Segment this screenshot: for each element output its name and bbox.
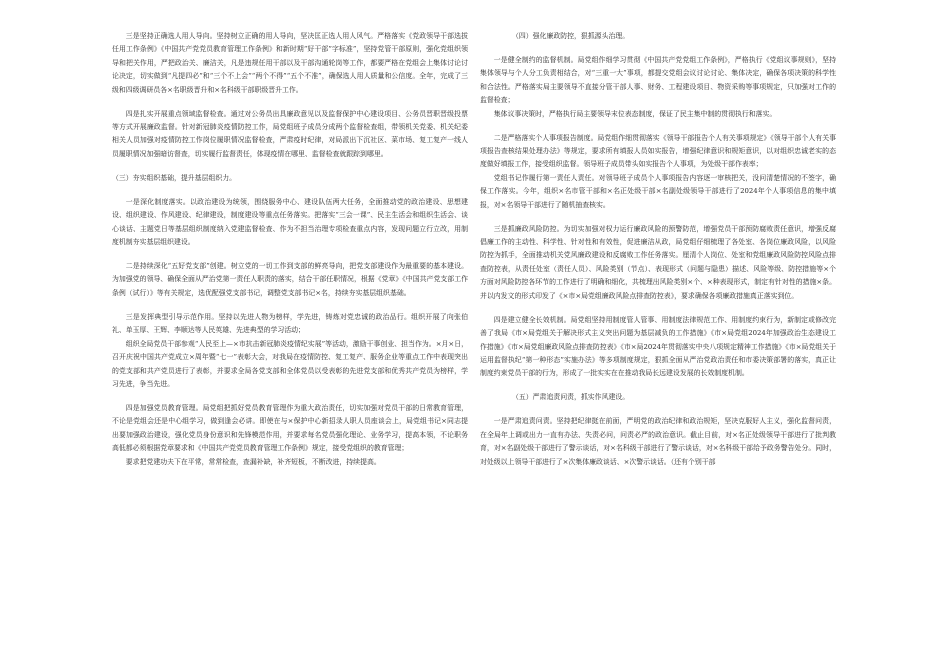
section-heading-organization-foundation: （三）夯实组织基础，提升基层组织力。	[112, 173, 237, 182]
left-column	[112, 30, 468, 480]
paragraph-model-guidance	[112, 311, 468, 391]
paragraph-line: 要求把党建功夫下在平常，常常检查，查漏补缺，补齐短板，不断改进，持续提高。	[125, 457, 381, 466]
paragraph-line: 党组书记作履行第一责任人责任。对领导班子成员个人事项报告内容逐一审核把关，没问清楚情况的不签字，确保工作落实。今年，组织×名市管干部和×名正处级干部×名副处级领导干部进行了2024年个人事项信息的集中填报，对×名领导干部进行了随机抽查核实。	[480, 173, 836, 209]
paragraph-member-education	[112, 402, 468, 469]
paragraph-system-implementation: 一是深化制度落实。以政治建设为统领，围绕服务中心、建设队伍两大任务，全面推动党的政治建设、思想建设、组织建设、作风建设、纪律建设，制度建设等重点任务落实。把落实“三会一课”、民主生活会和组织生活会、谈心谈话、主题党日等基层组织制度纳入党建监督检查、作为不担当治理专项检查重点内容，发现问题立行立改，用制度机制夯实基层组织建设。	[112, 197, 468, 247]
paragraph-line: 二是严格落实个人事项报告制度。局党组作细贯彻落实《领导干部报告个人有关事项规定》《领导干部个人有关事项报告查核结果处理办法》等规定，要求所有填报人员如实报告，增强纪律意识和规矩意识，以对组织忠诚老实的态度做好填报工作，接受组织监督。领导班子成员带头如实报告个人事项，为处级干部作表率；	[480, 133, 836, 169]
paragraph-long-term-mechanism: 四是建立健全长效机制。局党组坚持用制度管人管事、用制度法律规范工作、用制度约束行为，新制定或修改完善了我局《市×局党组关于解决形式主义突出问题为基层减负的工作措施》《市×局党组2024年加强政治生态建设工作措施》《市×局党组廉政风险点排查防控表》《市×局2024年贯彻落实中央八项规定精神工作措施》《市×局党组关于运用监督执纪“第一种形态”实施办法》等多项制度规定，狠抓全面从严治党政治责任和市委决策部署的落实，真正让制度约束党员干部的行为，形成了一批实实在在推动我局长远建设发展的长效制度机制。	[480, 315, 836, 378]
right-column	[480, 30, 836, 480]
paragraph-supervision-mechanism	[480, 54, 836, 121]
paragraph-line: 一是健全制约的监督机制。局党组作细学习贯彻《中国共产党党组工作条例》，严格执行《党组议事规则》，坚持集体领导与个人分工负责相结合，对“三重一大”事项，都提交党组会议讨论讨论、集体决定，确保各项决策的科学性和合法性。严格落实局主要领导不直接分管干部人事、财务、工程建设项目、物资采购等事项规定，只加强对工作的监督检查；	[480, 56, 836, 105]
paragraph-line: 三是发挥典型引导示范作用。坚持以先进人物为榜样，学先进，铸炼对党忠诚的政治品行。组织开展了向张伯礼、单玉厚、王辉、李顺达等人民英雄、先进典型的学习活动；	[112, 312, 468, 335]
paragraph-strict-accountability: 一是严肃追责问责。坚持把纪律挺在前面，严明党的政治纪律和政治规矩，坚决克服好人主义，强化监督问责，在全局年上调或出力一直有办法、失责必问，问责必严的政治意识。截止目前，对×名正处级领导干部进行了批判教育，对×名副处级干部进行了警示谈话，对×名科级干部进行了警示谈话，对×名科级干部给予政务警告处分。同时，对处级以上领导干部进行了×次集体廉政谈话、×次警示谈话。（还有个别干部	[480, 417, 836, 466]
section-heading-accountability: （五）严肃追责问责，抓实作风建设。	[512, 393, 630, 402]
paragraph-key-area-supervision: 四是扎实开展重点领域监督检查。通过对公务员出具廉政意见以及监督保护中心建设项目、公务员晋职晋级投票等方式开展廉政监督。针对新冠肺炎疫情防控工作，局党组班子成员分成两个监督检查组，带领机关党委、机关纪委相关人员加强对疫情防控工作岗位履职情况监督检查，严肃疫时纪律，对局派出下沉社区、菜市场、复工复产一线人员履职情况加强暗访督查，切实履行监督责任，体现疫情在哪里、监督检查就跟踪到哪里。	[112, 109, 468, 158]
paragraph-five-good-branch: 二是持续深化“五好党支部”创建。树立党的一切工作到支部的鲜亮导向，把党支部建设作为最重要的基本建设。为加强党的领导、确保全面从严治党第一责任人职责的落实，结合干部任职情况，根据《党章》《中国共产党支部工作条例（试行）》等有关规定，选优配强党支部书记，调整党支部书记×名，持续夯实基层组织基础。	[112, 262, 468, 297]
paragraph-line: 四是加强党员教育管理。局党组把抓好党员教育管理作为重大政治责任，切实加强对党员干部的日常教育管理，不论是党组会还是中心组学习，做到逢会必讲。即使在与×保护中心新招录人职人员座谈会上，局党组书记×同志提出要加强政治建设，强化党员身份意识和先锋模范作用，并要求每名党员强化理论、业务学习，提高本领，不论职务高低都必须根据党章要求和《中国共产党党员教育管理工作条例》规定，接受党组织的教育管理；	[112, 403, 468, 453]
paragraph-personnel-selection: 三是坚持正确选人用人导向。坚持树立正确的用人导向，坚决匡正选人用人风气。严格落实《党政领导干部选拔任用工作条例》《中国共产党党员教育管理工作条例》和新时期“好干部”字标准”，坚持党管干部原则，强化党组织领导和把关作用，严把政治关、廉洁关，凡是违规任用干部以及干部沟通轮岗等工作，都要严格在党组会上集体讨论讨论决定，切实做到“凡提四必”和“三个不上会”“两个不得”“五个不准”，确保选人用人质量和公信度。全年，完成了三级和四级调研员各×名职级晋升和×名科级干部职级晋升工作。	[112, 32, 468, 94]
paragraph-personal-matters-report	[480, 132, 836, 212]
section-heading-integrity-prevention: （四）强化廉政防控，狠抓源头治理。	[512, 32, 630, 40]
paragraph-line: 组织全局党员干部参观“人民至上—×市抗击新冠肺炎疫情纪实展”等活动，激励干事创业、担当作为。×月×日，召开庆祝中国共产党成立×周年暨“七一”表彰大会，对我局在疫情防控、复工复产、服务企业等重点工作中表现突出的党支部和共产党员进行了表彰，并要求全局各党支部和全体党员以受表彰的先进党支部和优秀共产党员为榜样，学习先进，争当先进。	[112, 339, 468, 388]
paragraph-risk-prevention: 三是抓廉政风险防控。为切实加强对权力运行廉政风险的预警防范，增强党员干部预防腐败责任意识，增强反腐倡廉工作的主动性、科学性、针对性和有效性，促进廉洁从政，局党组仔细梳理了各处室、各岗位廉政风险，以风险防控为抓手，全面推动机关党风廉政建设和反腐败工作任务落实。厘清个人岗位、处室和党组廉政风险防控风险点排查防控表，从责任处室（责任人员）、风险类别（节点）、表现形式（问题与隐患）描述、风险等级、防控措施等×个方面对风险防控各环节的工作进行了明确和细化，共梳理出风险类别×个、×种表现形式，制定有针对性的措施×条。并以内发文的形式印发了《×市×局党组廉政风险点排查防控表》，要求确保各项廉政措施真正落实到位。	[480, 224, 836, 300]
paragraph-line: 集体议事决策时，严格执行局主要领导末位表态制度，保证了民主集中制的贯彻执行和落实。	[493, 109, 777, 118]
